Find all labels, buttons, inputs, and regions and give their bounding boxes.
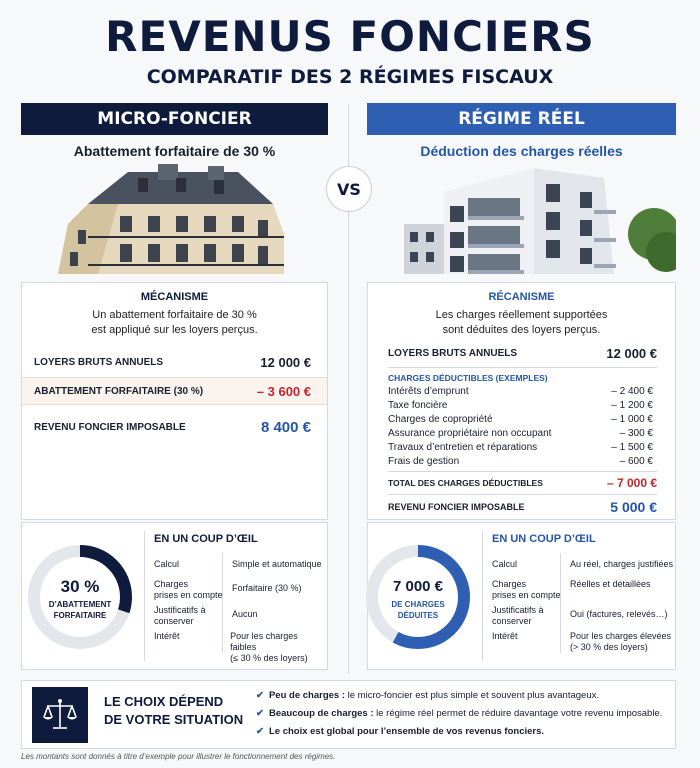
page-subtitle: COMPARATIF DES 2 RÉGIMES FISCAUX <box>146 66 554 88</box>
charge-item <box>388 400 653 414</box>
charges-total-row <box>388 476 657 490</box>
haussmann-building-image <box>58 164 284 274</box>
charge-label: Assurance propriétaire non occupant <box>388 428 552 439</box>
glance-row <box>492 579 674 605</box>
charge-item <box>388 414 653 428</box>
glance-label-line: prises en compte <box>154 590 223 600</box>
micro-donut-chart <box>26 543 134 651</box>
row-value: 5 000 € <box>610 499 657 515</box>
reel-donut-chart <box>364 543 472 651</box>
glance-label-line: Calcul <box>154 559 180 569</box>
micro-desc-line-1: Un abattement forfaitaire de 30 % <box>92 309 257 321</box>
glance-label <box>492 631 570 657</box>
micro-glance-table <box>154 559 324 663</box>
check-icon: ✔ <box>256 708 264 719</box>
reel-glance-table <box>492 559 674 657</box>
glance-label-line: conserver <box>492 616 532 626</box>
conclusion-box <box>21 680 676 749</box>
row-label: TOTAL DES CHARGES DÉDUCTIBLES <box>388 478 543 488</box>
check-icon: ✔ <box>256 726 264 737</box>
footnote: Les montants sont donnés à titre d’exemple pour illustrer le fonctionnement des régimes. <box>21 752 336 761</box>
donut-big-label: 30 % <box>60 577 100 596</box>
glance-value <box>232 559 322 579</box>
glance-label <box>154 631 230 657</box>
bullet-rest: le régime réel permet de réduire davantage votre revenu imposable. <box>373 708 663 719</box>
reel-taxable-row <box>388 499 657 515</box>
check-icon: ✔ <box>256 690 264 701</box>
headline-line: DE VOTRE SITUATION <box>104 712 244 727</box>
glance-divider <box>144 531 145 661</box>
glance-label-line: Justificatifs à <box>492 605 544 615</box>
row-value: 8 400 € <box>260 419 311 436</box>
glance-value-line: Oui (factures, relevés…) <box>570 609 668 619</box>
row-label: ABATTEMENT FORFAITAIRE (30 %) <box>34 385 204 397</box>
glance-value-line: Au réel, charges justifiées <box>570 559 674 569</box>
glance-label-line: Justificatifs à <box>154 605 206 615</box>
glance-value-line: Pour les charges élevées <box>570 631 672 641</box>
glance-row <box>154 605 324 631</box>
scales-icon <box>32 687 88 743</box>
glance-value <box>570 559 673 579</box>
charge-item <box>388 386 653 400</box>
donut-caption-line: DE CHARGES <box>391 600 445 609</box>
glance-row <box>154 559 324 579</box>
headline-line: LE CHOIX DÉPEND <box>104 694 224 709</box>
separator <box>388 367 657 368</box>
micro-abatement-row <box>22 377 327 405</box>
charge-label: Travaux d’entretien et réparations <box>388 442 538 453</box>
separator <box>388 471 657 472</box>
bullet-text <box>269 707 662 720</box>
glance-label <box>154 579 232 605</box>
charges-title: CHARGES DÉDUCTIBLES (EXEMPLES) <box>388 373 548 383</box>
donut-caption <box>26 599 134 621</box>
bullet-rest: le micro-foncier est plus simple et souvent plus avantageux. <box>345 690 599 701</box>
glance-value <box>570 579 651 605</box>
glance-label <box>492 559 570 579</box>
charge-value: – 300 € <box>619 428 653 439</box>
glance-value-line: Forfaitaire (30 %) <box>232 583 302 593</box>
reel-desc-line-2: sont déduites des loyers perçus. <box>442 324 601 336</box>
glance-label-line: Charges <box>154 579 189 589</box>
charge-value: – 1 000 € <box>611 414 653 425</box>
row-label: LOYERS BRUTS ANNUELS <box>34 357 164 368</box>
separator <box>388 494 657 495</box>
row-label: REVENU FONCIER IMPOSABLE <box>34 422 186 433</box>
reel-tagline: Déduction des charges réelles <box>420 143 623 159</box>
charge-value: – 1 200 € <box>611 400 653 411</box>
glance-label-line: Intérêt <box>492 631 518 641</box>
micro-rent-row <box>34 355 311 370</box>
glance-label-line: Calcul <box>492 559 518 569</box>
glance-divider <box>482 531 483 661</box>
vs-badge: VS <box>326 166 372 212</box>
conclusion-bullets <box>256 689 671 743</box>
micro-tagline: Abattement forfaitaire de 30 % <box>73 143 276 159</box>
glance-label <box>154 605 232 631</box>
charge-label: Frais de gestion <box>388 456 460 467</box>
bullet-item <box>256 689 671 707</box>
glance-value-line: (> 30 % des loyers) <box>570 642 648 652</box>
charge-item <box>388 428 653 442</box>
row-label: REVENU FONCIER IMPOSABLE <box>388 502 525 512</box>
row-value: 12 000 € <box>606 346 657 361</box>
glance-label-line: prises en compte <box>492 590 561 600</box>
reel-mechanism-title: RÉCANISME <box>488 291 555 303</box>
donut-caption <box>364 599 472 621</box>
reel-glance-title: EN UN COUP D’ŒIL <box>492 533 596 545</box>
donut-caption-line: DÉDUITES <box>397 611 439 620</box>
donut-caption-line: D’ABATTEMENT <box>48 600 112 609</box>
glance-value <box>232 579 302 605</box>
glance-label-line: Intérêt <box>154 631 180 641</box>
micro-glance-title: EN UN COUP D’ŒIL <box>154 533 258 545</box>
glance-value <box>570 631 671 657</box>
micro-mechanism-desc <box>22 308 327 338</box>
charge-item <box>388 456 653 470</box>
charge-label: Charges de copropriété <box>388 414 493 425</box>
micro-taxable-row <box>34 419 311 436</box>
micro-mechanism-card <box>21 282 328 520</box>
micro-desc-line-2: est appliqué sur les loyers perçus. <box>91 324 258 336</box>
bullet-bold: Le choix est global pour l’ensemble de vos revenus fonciers. <box>268 726 545 737</box>
glance-row <box>492 631 674 657</box>
charge-label: Taxe foncière <box>388 400 448 411</box>
reel-rent-row <box>388 346 657 361</box>
glance-row <box>154 631 324 663</box>
row-value: – 3 600 € <box>256 383 311 399</box>
glance-label <box>492 605 570 631</box>
glance-value <box>230 631 324 663</box>
glance-row <box>492 559 674 579</box>
glance-label-line: conserver <box>154 616 194 626</box>
page-title: REVENUS FONCIERS <box>105 12 595 61</box>
bullet-bold: Peu de charges : <box>268 690 345 701</box>
bullet-text <box>269 689 599 702</box>
charge-value: – 600 € <box>619 456 653 467</box>
reel-mechanism-card <box>367 282 676 520</box>
micro-foncier-band: MICRO-FONCIER <box>21 103 328 135</box>
bullet-item <box>256 725 671 743</box>
bullet-bold: Beaucoup de charges : <box>268 708 374 719</box>
glance-label <box>492 579 570 605</box>
donut-big-label: 7 000 € <box>392 578 444 595</box>
glance-value-line: Pour les charges faibles <box>230 631 298 652</box>
glance-label-line: Charges <box>492 579 527 589</box>
charge-item <box>388 442 653 456</box>
glance-row <box>492 605 674 631</box>
conclusion-headline <box>104 693 243 729</box>
glance-value <box>232 605 258 631</box>
row-value: 12 000 € <box>260 355 311 370</box>
glance-value-line: Aucun <box>232 609 258 619</box>
reel-glance-card <box>367 522 676 670</box>
glance-value <box>570 605 668 631</box>
modern-building-image <box>404 164 676 274</box>
charge-value: – 1 500 € <box>611 442 653 453</box>
charges-list <box>388 386 653 470</box>
micro-mechanism-title: MÉCANISME <box>140 291 209 303</box>
reel-mechanism-desc <box>368 308 675 338</box>
balance-scale-icon <box>40 695 80 735</box>
regime-reel-band: RÉGIME RÉEL <box>367 103 676 135</box>
glance-row <box>154 579 324 605</box>
glance-label <box>154 559 232 579</box>
glance-value-line: (≤ 30 % des loyers) <box>230 653 308 663</box>
row-value: – 7 000 € <box>606 476 657 490</box>
glance-value-line: Réelles et détaillées <box>570 579 651 589</box>
bullet-item <box>256 707 671 725</box>
charge-label: Intérêts d’emprunt <box>388 386 469 397</box>
row-label: LOYERS BRUTS ANNUELS <box>388 348 518 359</box>
charge-value: – 2 400 € <box>611 386 653 397</box>
bullet-text <box>269 725 544 738</box>
micro-glance-card <box>21 522 328 670</box>
reel-desc-line-1: Les charges réellement supportées <box>435 309 608 321</box>
donut-caption-line: FORFAITAIRE <box>53 611 107 620</box>
glance-value-line: Simple et automatique <box>232 559 322 569</box>
